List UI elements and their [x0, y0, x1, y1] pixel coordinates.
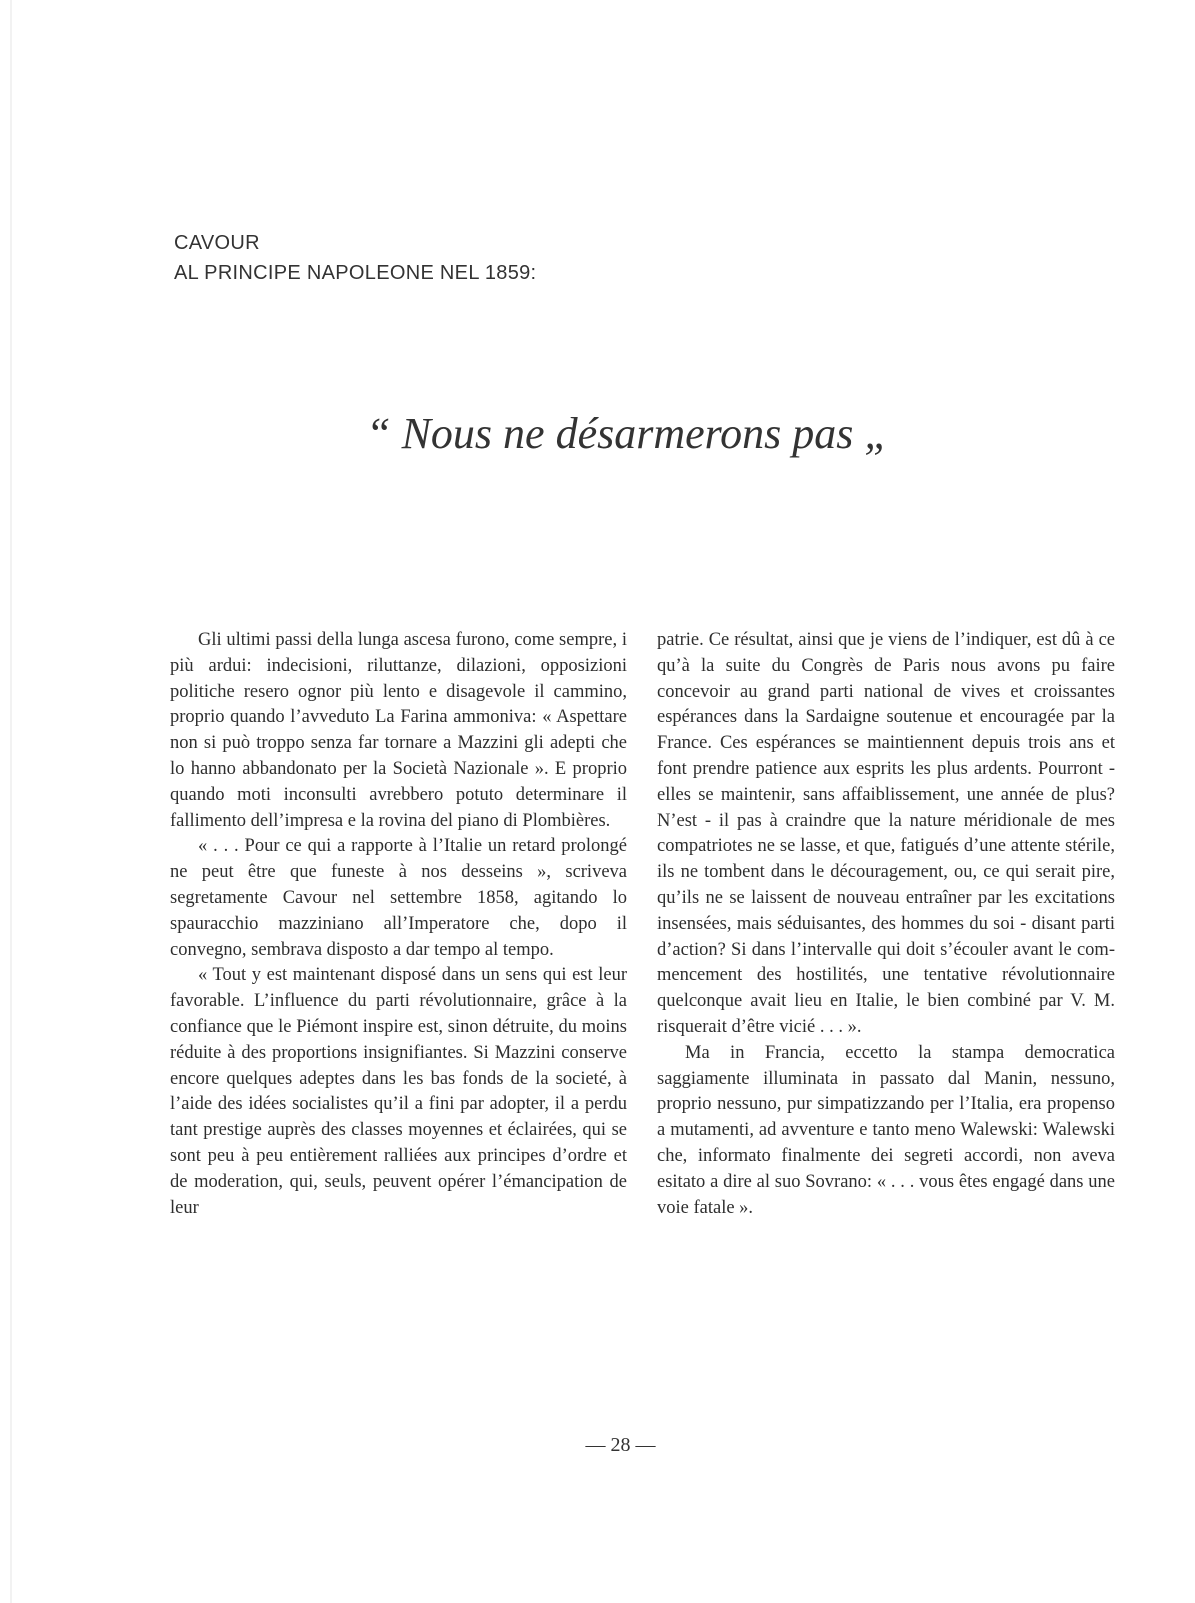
paragraph-continued: patrie. Ce résultat, ainsi que je viens de l’indiquer, est dû à ce qu’à la suite du Congrès de Paris nous avons pu faire concevoir au grand parti national de vives et croissantes espérances dans la Sardaigne soutenue et encouragée par la France. Ces espérances se maintiennent depuis trois ans et font prendre patience aux esprits les plus ardents. Pourront - elles se maintenir, sans affaiblissement, une année de plus? N’est - il pas à craindre que la nature méridionale de mes compatriotes ne se lasse, et que, fatigués d’une attente stérile, ils ne tombent dans le découragement, ou, ce qui serait pire, qu’ils ne se laissent de nouveau entraîner par les excitations insensées, mais séduisantes, des hommes du soi - disant parti d’action? Si dans l’intervalle qui doit s’écouler avant le commencement des hostilités, une tentative révolutionnaire quelconque avait lieu en Italie, le bien combiné par V. M. risquerait d’être vicié . . . ».: [657, 630, 1115, 1037]
article-kicker: [174, 228, 536, 288]
kicker-line-author: CAVOUR: [174, 232, 260, 254]
article-title: “ Nous ne désarmerons pas „: [366, 409, 889, 458]
kicker-line-recipient: AL PRINCIPE NAPOLEONE NEL 1859:: [174, 262, 537, 284]
text-column-left: [170, 628, 627, 1221]
page-edge-shadow: [10, 0, 12, 1603]
paragraph: Gli ultimi passi della lunga ascesa furono, come sempre, i più ardui: indecisioni, riluttanze, dilazioni, opposizioni politiche resero ognor più lento e disagevole il cammino, proprio quando l’avveduto La Farina ammoniva: « Aspettare non si può troppo senza far tornare a Mazzini gli adepti che lo hanno abbandonato per la Società Nazionale ». E proprio quando moti inconsulti avrebbero potuto determinare il fallimento dell’impresa e la rovina del piano di Plombières.: [170, 630, 627, 831]
page-number: — 28 —: [585, 1434, 656, 1456]
paragraph: « . . . Pour ce qui a rapporte à l’Italie un retard prolongé ne peut être que funeste à nos desseins », scriveva segretamente Cavour nel settembre 1858, agitando lo spauracchio mazziniano all’Imperatore che, dopo il convegno, sembrava disposto a dar tempo al tempo.: [170, 836, 627, 960]
paragraph: Ma in Francia, eccetto la stampa democratica saggiamente illuminata in passato dal Manin, nessuno, proprio nessuno, pur simpatizzando per l’Italia, era propenso a mutamenti, ad avventure e tanto meno Walewski: Walewski che, informato finalmente dei segreti accordi, non aveva esitato a dire al suo Sovrano: « . . . vous êtes engagé dans une voie fatale ».: [657, 1042, 1115, 1218]
text-column-right: [657, 628, 1115, 1221]
paragraph: « Tout y est maintenant disposé dans un sens qui est leur favorable. L’influence du parti révolutionnaire, grâce à la confiance que le Piémont inspire est, sinon détruite, du moins réduite à des proportions insignifiantes. Si Mazzini conserve encore quelques adeptes dans les bas fonds de la societé, à l’aide des idées socialistes qu’il a fini par adopter, il a perdu tant prestige auprès des classes moyennes et éclairées, qui se sont peu à peu entièrement ralliées aux principes d’ordre et de moderation, qui, seuls, peuvent opérer l’émancipation de leur: [170, 965, 627, 1218]
